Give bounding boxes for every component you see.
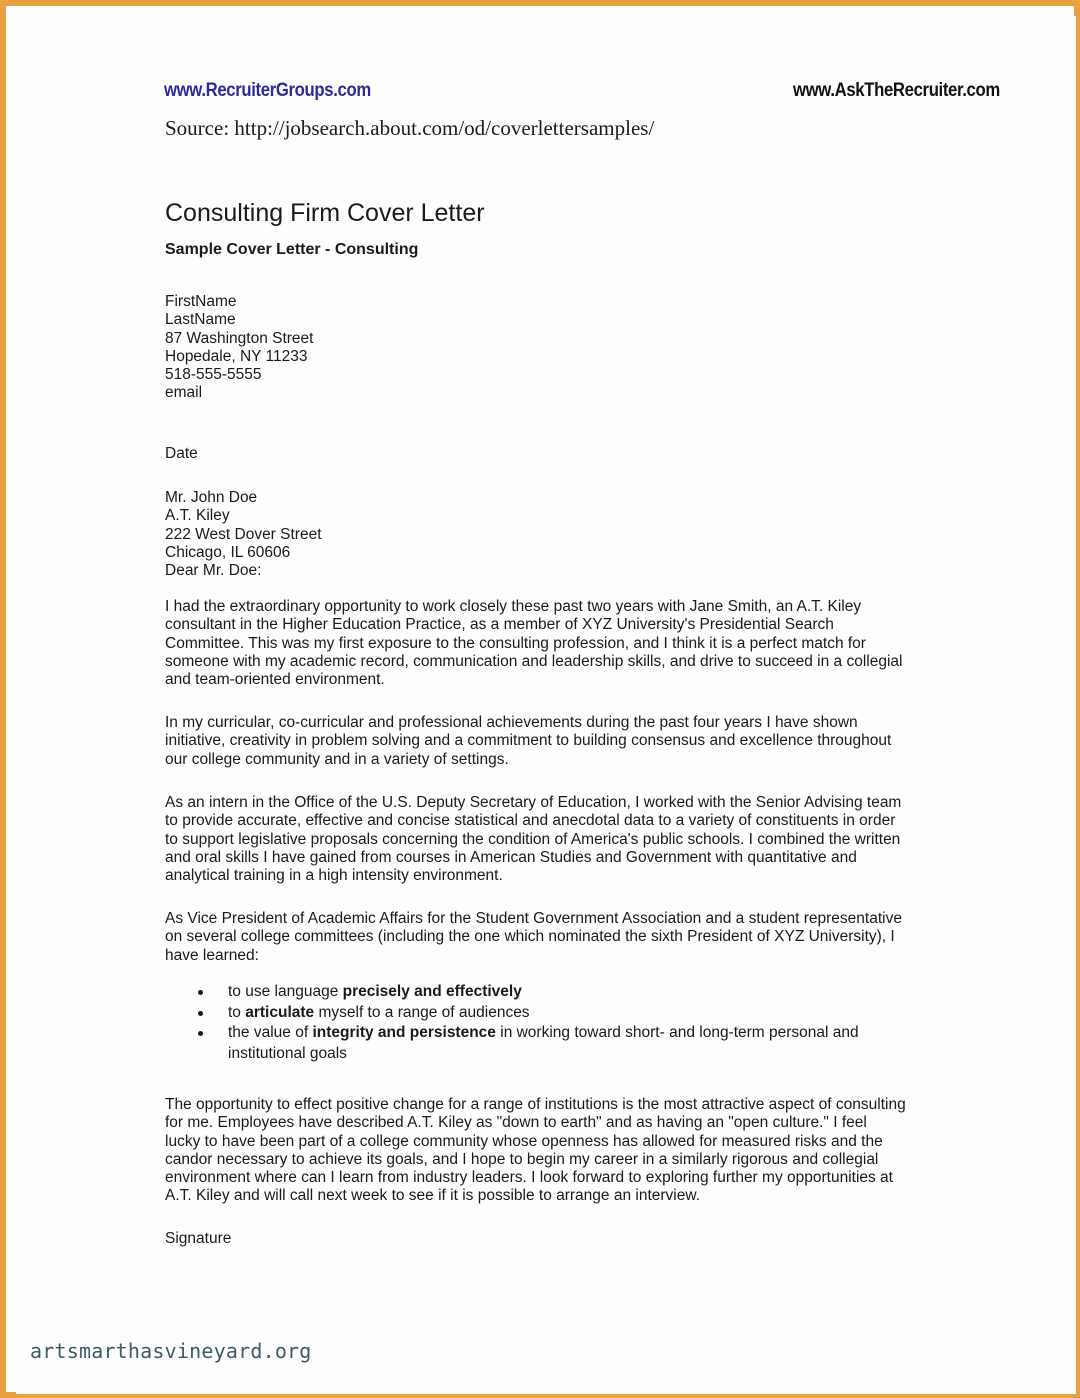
sender-phone: 518-555-5555 — [165, 366, 262, 384]
paragraph-line: lucky to have been part of a college community whose openness has allowed for measured risks and the — [165, 1132, 883, 1150]
document-subtitle: Sample Cover Letter - Consulting — [165, 241, 419, 258]
paragraph-4 — [165, 910, 935, 965]
paragraph-line: A.T. Kiley and will call next week to see if it is possible to arrange an interview. — [165, 1187, 701, 1205]
paragraph-2 — [165, 714, 935, 769]
recruiter-groups-link[interactable]: www.RecruiterGroups.com — [164, 80, 371, 101]
source-line: Source: http://jobsearch.about.com/od/coverlettersamples/ — [165, 116, 655, 140]
paragraph-line: to support legislative proposals concerning the condition of America's public schools. I combined the written — [165, 830, 901, 848]
bullet-text: the value of integrity and persistence in working toward short- and long-term personal and — [228, 1024, 859, 1041]
site-watermark: artsmarthasvineyard.org — [30, 1339, 312, 1363]
paragraph-line: The opportunity to effect positive change for a range of institutions is the most attractive aspect of consulting — [165, 1096, 906, 1113]
ask-the-recruiter-link[interactable]: www.AskTheRecruiter.com — [793, 80, 1000, 101]
document-page — [16, 16, 1076, 1394]
bullet-text-continued: institutional goals — [228, 1044, 347, 1062]
paragraph-line: have learned: — [165, 946, 259, 964]
paragraph-line: I had the extraordinary opportunity to work closely these past two years with Jane Smith, an A.T. Kiley — [165, 598, 862, 615]
paragraph-1 — [165, 598, 935, 689]
paragraph-3 — [165, 794, 935, 885]
paragraph-line: Committee. This was my first exposure to the consulting profession, and I think it is a perfect match for — [165, 634, 866, 652]
paragraph-line: on several college committees (including the one which nominated the sixth President of XYZ University), I — [165, 928, 895, 946]
date-line — [165, 445, 198, 463]
paragraph-line: someone with my academic record, communication and leadership skills, and drive to succeed in a collegial — [165, 652, 903, 670]
recipient-name: Mr. John Doe — [165, 489, 258, 506]
recipient-street: 222 West Dover Street — [165, 525, 322, 543]
recipient-company: A.T. Kiley — [165, 507, 230, 525]
paragraph-line: environment where can I learn from industry leaders. I look forward to exploring further my opportunities at — [165, 1169, 893, 1187]
bullet-icon — [198, 1011, 203, 1016]
closing-paragraph — [165, 1096, 935, 1206]
document-title: Consulting Firm Cover Letter — [165, 199, 485, 227]
recipient-city: Chicago, IL 60606 — [165, 543, 291, 561]
sender-email: email — [165, 384, 203, 402]
paragraph-line: As an intern in the Office of the U.S. Deputy Secretary of Education, I worked with the Senior Advising team — [165, 794, 902, 811]
bullet-icon — [198, 990, 203, 995]
recipient-address — [165, 489, 322, 580]
paragraph-line: and team-oriented environment. — [165, 671, 385, 689]
sender-city: Hopedale, NY 11233 — [165, 347, 308, 365]
signature-block — [165, 1230, 231, 1248]
date-text: Date — [165, 445, 198, 462]
paragraph-line: consultant in the Higher Education Practice, as a member of XYZ University's Presidential Search — [165, 616, 834, 634]
bullet-text: to use language precisely and effectively — [228, 983, 522, 1000]
paragraph-line: As Vice President of Academic Affairs for the Student Government Association and a student representative — [165, 910, 902, 927]
paragraph-line: our college community and in a variety of settings. — [165, 750, 509, 768]
paragraph-line: and oral skills I have gained from courses in American Studies and Government with quantitative and — [165, 848, 857, 866]
paragraph-line: In my curricular, co-curricular and professional achievements during the past four years I have shown — [165, 714, 858, 731]
salutation: Dear Mr. Doe: — [165, 562, 262, 580]
paragraph-line: to provide accurate, effective and concise statistical and anecdotal data to a variety of constituents in order — [165, 812, 896, 830]
bullet-text: to articulate myself to a range of audiences — [228, 1003, 530, 1021]
paragraph-line: candor necessary to achieve its goals, and I hope to begin my career in a similarly rigorous and collegial — [165, 1150, 879, 1168]
bullet-icon — [198, 1031, 203, 1036]
sender-address — [165, 293, 313, 403]
paragraph-line: initiative, creativity in problem solving and a commitment to building consensus and excellence throughout — [165, 732, 892, 750]
paragraph-line: analytical training in a high intensity environment. — [165, 867, 503, 885]
sender-street: 87 Washington Street — [165, 329, 314, 347]
signature-text: Signature — [165, 1230, 232, 1247]
sender-last-name: LastName — [165, 311, 236, 329]
paragraph-line: for me. Employees have described A.T. Kiley as "down to earth" and as having an "open culture." I feel — [165, 1114, 867, 1132]
sender-first-name: FirstName — [165, 293, 237, 310]
